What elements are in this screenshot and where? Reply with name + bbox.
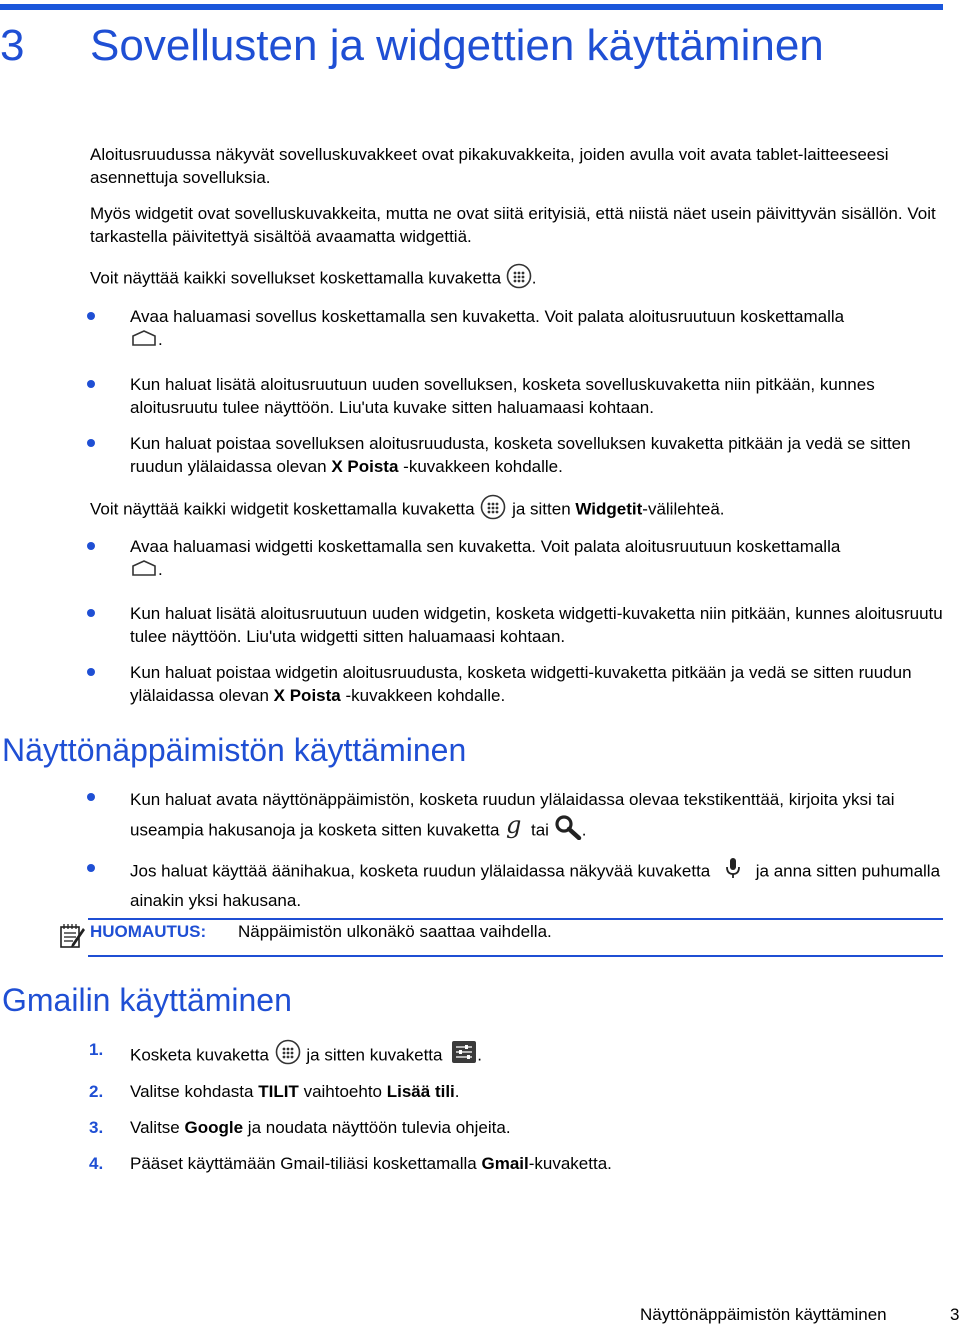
- widget-bullet-1: [130, 535, 945, 583]
- bullet-dot: [87, 793, 95, 801]
- keyboard-bullet-2: [130, 857, 945, 914]
- gmail-step-2: [130, 1080, 945, 1103]
- bullet-dot: [87, 312, 95, 320]
- text: Kun haluat poistaa sovelluksen aloitusruudusta, kosketa sovelluksen kuvaketta pitkään ja vedä se sitten ruudun ylälaidassa olevan: [130, 434, 911, 476]
- apps-bullet-1: [130, 305, 945, 353]
- text: Valitse kohdasta: [130, 1082, 254, 1101]
- widgets-paragraph: [90, 494, 940, 526]
- bold-text: X Poista: [331, 457, 399, 476]
- settings-icon: [451, 1040, 477, 1072]
- keyboard-bullet-1: [130, 786, 945, 849]
- text: -kuvakkeen kohdalle.: [345, 686, 506, 705]
- text: ja sitten kuvaketta: [306, 1045, 443, 1065]
- bold-text: Widgetit: [575, 499, 643, 519]
- step-number: 4.: [89, 1154, 104, 1173]
- footer-page-number: 3: [950, 1305, 960, 1324]
- text: .: [158, 330, 163, 349]
- text: Avaa haluamasi sovellus koskettamalla sen kuvaketta. Voit palata aloitusruutuun koskettamalla: [130, 307, 845, 326]
- bold-text: X Poista: [273, 686, 341, 705]
- note-icon: [58, 922, 86, 955]
- intro-paragraph-2: Myös widgetit ovat sovelluskuvakkeita, mutta ne ovat siitä erityisiä, että niistä näet usein päivittyvän sisällön. Voit tarkastella päivitettyä sisältöä avaamatta widgettiä.: [90, 204, 936, 246]
- text: -välilehteä.: [642, 499, 725, 519]
- text: Voit näyttää kaikki widgetit koskettamalla kuvaketta: [90, 499, 475, 519]
- all-apps-icon: [479, 494, 507, 526]
- note-bottom-rule: [88, 955, 943, 957]
- svg-text:g: g: [506, 813, 522, 839]
- step-number: 3.: [89, 1118, 104, 1137]
- apps-bullet-3: [130, 432, 945, 478]
- text: ja noudata näyttöön tulevia ohjeita.: [247, 1118, 511, 1137]
- text: Avaa haluamasi widgetti koskettamalla sen kuvaketta. Voit palata aloitusruutuun koskettamalla: [130, 537, 841, 556]
- bullet-dot: [87, 609, 95, 617]
- all-apps-icon: [506, 263, 532, 295]
- microphone-icon: [725, 857, 741, 887]
- gmail-step-3: [130, 1116, 945, 1139]
- bullet-dot: [87, 864, 95, 872]
- text: .: [158, 560, 163, 579]
- bold-text: TILIT: [258, 1082, 299, 1101]
- text: .: [477, 1045, 482, 1065]
- widget-bullet-2: Kun haluat lisätä aloitusruutuun uuden widgetin, kosketa widgetti-kuvaketta niin pitkään, kunnes aloitusruutu tulee näyttöön. Liu'uta widgetti sitten haluamaasi kohtaan.: [130, 604, 943, 646]
- intro-paragraph-3: [90, 263, 940, 295]
- note-label: HUOMAUTUS:: [90, 922, 207, 941]
- bold-text: Google: [184, 1118, 244, 1137]
- bullet-dot: [87, 542, 95, 550]
- bold-text: Lisää tili: [386, 1082, 455, 1101]
- gmail-step-1: [130, 1039, 945, 1073]
- apps-bullet-2: Kun haluat lisätä aloitusruutuun uuden sovelluksen, kosketa sovelluskuvaketta niin pitkään, kunnes aloitusruutu tulee näyttöön. Liu'uta kuvake sitten haluamaasi kohtaan.: [130, 375, 875, 417]
- bullet-dot: [87, 668, 95, 676]
- keyboard-heading: Näyttönäppäimistön käyttäminen: [2, 732, 467, 768]
- footer-section-title: Näyttönäppäimistön käyttäminen: [640, 1305, 887, 1324]
- home-icon: [130, 329, 158, 353]
- text: .: [531, 268, 537, 288]
- text: Kun haluat poistaa widgetin aloitusruudusta, kosketa widgetti-kuvaketta pitkään ja vedä se sitten ruudun ylälaidassa olevan: [130, 663, 912, 705]
- bullet-dot: [87, 439, 95, 447]
- step-number: 2.: [89, 1082, 104, 1101]
- text: vaihtoehto: [303, 1082, 383, 1101]
- text: ja sitten: [512, 499, 571, 519]
- text: -kuvakkeen kohdalle.: [403, 457, 563, 476]
- home-icon: [130, 559, 158, 583]
- text: Pääset käyttämään Gmail-tiliäsi koskettamalla: [130, 1154, 477, 1173]
- chapter-number: 3: [0, 21, 25, 70]
- gmail-step-4: [130, 1152, 945, 1175]
- text: Voit näyttää kaikki sovellukset koskettamalla kuvaketta: [90, 268, 502, 288]
- text: .: [581, 820, 587, 840]
- bullet-dot: [87, 380, 95, 388]
- text: .: [454, 1082, 460, 1101]
- text: Valitse: [130, 1118, 180, 1137]
- chapter-heading: [0, 20, 960, 72]
- text: tai: [530, 820, 549, 840]
- text: Jos haluat käyttää äänihakua, kosketa ruudun ylälaidassa näkyvää kuvaketta: [130, 861, 711, 881]
- text: ja anna sitten puhumalla ainakin yksi hakusana.: [130, 861, 941, 910]
- text: Kosketa kuvaketta: [130, 1045, 269, 1065]
- all-apps-icon: [274, 1039, 302, 1073]
- text: -kuvaketta.: [528, 1154, 612, 1173]
- widget-bullet-3: [130, 661, 945, 707]
- note-text: Näppäimistön ulkonäkö saattaa vaihdella.: [238, 922, 552, 941]
- step-number: 1.: [89, 1040, 104, 1059]
- top-rule: [0, 4, 943, 10]
- chapter-title: Sovellusten ja widgettien käyttäminen: [90, 21, 824, 70]
- gmail-heading: Gmailin käyttäminen: [2, 982, 292, 1018]
- intro-paragraph-1: Aloitusruudussa näkyvät sovelluskuvakkeet ovat pikakuvakkeita, joiden avulla voit avata tablet-laitteeseesi asennettuja sovelluksia.: [90, 145, 889, 187]
- google-icon: [504, 813, 526, 849]
- text: Kun haluat avata näyttönäppäimistön, kosketa ruudun ylälaidassa olevaa tekstikenttää, kirjoita yksi tai useampia hakusanoja ja kosketa sitten kuvaketta: [130, 790, 895, 840]
- search-icon: [554, 814, 582, 848]
- bold-text: Gmail: [481, 1154, 529, 1173]
